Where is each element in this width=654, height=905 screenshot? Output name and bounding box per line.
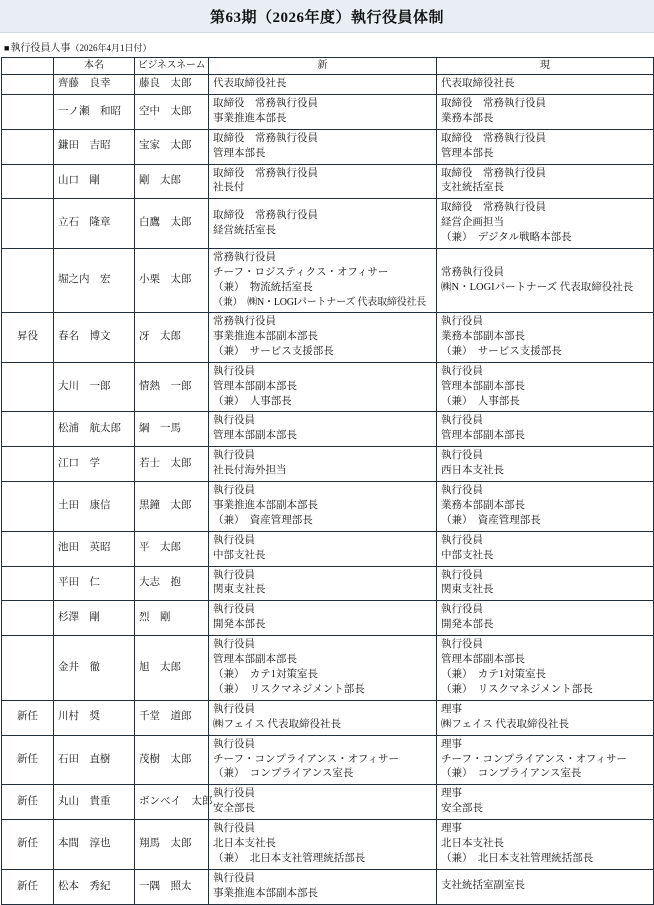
position-line: 管理本部副本部長: [441, 430, 525, 442]
cell-category: 新任: [2, 700, 54, 735]
position-line: 事業推進本部長: [213, 112, 287, 124]
position-line: ㈱N・LOGIパートナーズ 代表取締役社長: [441, 281, 634, 293]
position-line: 経営統括室長: [213, 224, 276, 236]
cell-category: [2, 447, 54, 482]
cell-current-position: [437, 164, 654, 199]
cell-new-position: [209, 735, 437, 785]
position-line: 支社統括室副室長: [441, 880, 525, 892]
cell-real-name: 池田 英昭: [54, 531, 135, 566]
position-line: 管理本部長: [213, 147, 266, 159]
table-row: [2, 601, 654, 636]
header-row: [2, 58, 654, 75]
cell-current-position: [437, 820, 654, 870]
cell-category: 新任: [2, 869, 54, 904]
cell-current-position: [437, 447, 654, 482]
table-row: [2, 312, 654, 362]
cell-category: 昇役: [2, 312, 54, 362]
position-line: 中部支社長: [441, 549, 494, 561]
cell-business-name: 翔馬 太郎: [135, 820, 209, 870]
cell-current-position: [437, 249, 654, 313]
cell-business-name: 茂樹 太郎: [135, 735, 209, 785]
position-line: 取締役 常務執行役員: [213, 97, 318, 109]
cell-business-name: 千堂 道郎: [135, 700, 209, 735]
cell-current-position: [437, 785, 654, 820]
position-line: 開発本部長: [213, 619, 266, 631]
table-row: [2, 362, 654, 412]
position-line: 執行役員: [441, 485, 483, 497]
cell-current-position: [437, 482, 654, 532]
cell-business-name: 藤良 太郎: [135, 75, 209, 95]
page-title: 第63期（2026年度）執行役員体制: [209, 9, 444, 26]
cell-current-position: [437, 129, 654, 164]
position-line: 安全部長: [441, 803, 483, 815]
cell-category: [2, 636, 54, 701]
table-row: [2, 785, 654, 820]
cell-current-position: [437, 412, 654, 447]
cell-new-position: [209, 482, 437, 532]
cell-real-name: 江口 学: [54, 447, 135, 482]
position-line: 執行役員: [213, 872, 255, 884]
table-row: [2, 700, 654, 735]
cell-new-position: [209, 312, 437, 362]
position-line: 執行役員: [441, 604, 483, 616]
position-line: 業務本部副本部長: [441, 330, 525, 342]
cell-new-position: [209, 531, 437, 566]
cell-category: [2, 94, 54, 129]
cell-category: [2, 199, 54, 249]
position-line: 管理本部副本部長: [213, 654, 297, 666]
position-line: （兼） 人事部長: [213, 395, 292, 407]
table-body: [2, 75, 654, 905]
cell-real-name: 松本 秀紀: [54, 869, 135, 904]
cell-real-name: 春名 博文: [54, 312, 135, 362]
position-line: （兼） 北日本支社管理統括部長: [213, 852, 366, 864]
cell-current-position: [437, 312, 654, 362]
position-line: （兼） サービス支援部長: [213, 345, 334, 357]
cell-current-position: [437, 735, 654, 785]
cell-real-name: 一ノ瀬 和昭: [54, 94, 135, 129]
position-line: 取締役 常務執行役員: [213, 132, 318, 144]
position-line: 管理本部副本部長: [441, 654, 525, 666]
table-header: [2, 58, 654, 75]
cell-business-name: 大志 抱: [135, 566, 209, 601]
cell-business-name: 烈 剛: [135, 601, 209, 636]
cell-new-position: [209, 164, 437, 199]
position-line: 業務本部長: [441, 112, 494, 124]
position-line: 取締役 常務執行役員: [441, 97, 546, 109]
position-line: 執行役員: [213, 415, 255, 427]
position-line: 執行役員: [213, 534, 255, 546]
position-line: 管理本部長: [441, 147, 494, 159]
position-line: 北日本支社長: [213, 838, 276, 850]
cell-real-name: 本間 淳也: [54, 820, 135, 870]
table-row: [2, 199, 654, 249]
cell-real-name: 川村 奨: [54, 700, 135, 735]
cell-category: [2, 249, 54, 313]
column-header-real-name: 本名: [54, 58, 135, 75]
position-line: 執行役員: [213, 639, 255, 651]
cell-business-name: 綱 一馬: [135, 412, 209, 447]
cell-business-name: 小栗 太郎: [135, 249, 209, 313]
position-line: 事業推進本部副本部長: [213, 499, 318, 511]
position-line: 中部支社長: [213, 549, 266, 561]
cell-new-position: [209, 75, 437, 95]
position-line: （兼） ㈱N・LOGIパートナーズ 代表取締役社長: [213, 296, 427, 308]
cell-category: [2, 531, 54, 566]
position-line: 取締役 常務執行役員: [213, 167, 318, 179]
position-line: 執行役員: [441, 569, 483, 581]
table-row: [2, 820, 654, 870]
section-label: 執行役員人事: [10, 43, 71, 54]
cell-real-name: 金井 徹: [54, 636, 135, 701]
position-line: 執行役員: [441, 639, 483, 651]
position-line: 関東支社長: [441, 584, 494, 596]
cell-real-name: 平田 仁: [54, 566, 135, 601]
position-line: 安全部長: [213, 803, 255, 815]
position-line: 西日本支社長: [441, 465, 504, 477]
position-line: （兼） 資産管理部長: [213, 514, 313, 526]
cell-new-position: [209, 820, 437, 870]
cell-current-position: [437, 869, 654, 904]
position-line: 常務執行役員: [213, 252, 276, 264]
cell-new-position: [209, 362, 437, 412]
cell-real-name: 丸山 貴重: [54, 785, 135, 820]
position-line: 執行役員: [213, 703, 255, 715]
position-line: 理事: [441, 823, 462, 835]
cell-real-name: 大川 一郎: [54, 362, 135, 412]
cell-new-position: [209, 447, 437, 482]
cell-category: [2, 362, 54, 412]
table-row: [2, 129, 654, 164]
cell-business-name: 黒鐘 太郎: [135, 482, 209, 532]
position-line: 事業推進本部副本部長: [213, 330, 318, 342]
cell-category: 新任: [2, 820, 54, 870]
table-row: [2, 636, 654, 701]
cell-real-name: 石田 直樹: [54, 735, 135, 785]
cell-category: [2, 164, 54, 199]
position-line: 取締役 常務執行役員: [213, 209, 318, 221]
cell-business-name: 旭 太郎: [135, 636, 209, 701]
cell-real-name: 松浦 航太郎: [54, 412, 135, 447]
cell-new-position: [209, 700, 437, 735]
cell-business-name: 冴 太郎: [135, 312, 209, 362]
cell-current-position: [437, 636, 654, 701]
cell-category: [2, 566, 54, 601]
table-row: [2, 735, 654, 785]
cell-real-name: 堀之内 宏: [54, 249, 135, 313]
table-row: [2, 94, 654, 129]
cell-new-position: [209, 785, 437, 820]
position-line: 取締役 常務執行役員: [441, 202, 546, 214]
cell-real-name: 土田 康信: [54, 482, 135, 532]
position-line: 業務本部副本部長: [441, 499, 525, 511]
cell-new-position: [209, 601, 437, 636]
position-line: 取締役 常務執行役員: [441, 167, 546, 179]
position-line: 執行役員: [213, 569, 255, 581]
position-line: 執行役員: [213, 365, 255, 377]
position-line: 代表取締役社長: [213, 78, 287, 89]
square-bullet-icon: ■: [4, 43, 10, 53]
position-line: （兼） 人事部長: [441, 395, 520, 407]
position-line: 執行役員: [441, 450, 483, 462]
table-row: [2, 164, 654, 199]
column-header-new: 新: [209, 58, 437, 75]
position-line: （兼） デジタル戦略本部長: [441, 232, 572, 244]
position-line: チーフ・ロジスティクス・オフィサー: [213, 266, 389, 278]
section-heading: [0, 33, 654, 57]
cell-real-name: 山口 剛: [54, 164, 135, 199]
position-line: （兼） カテ1対策室長: [213, 669, 318, 680]
cell-business-name: 白鷹 太郎: [135, 199, 209, 249]
cell-real-name: 齊藤 良幸: [54, 75, 135, 95]
cell-category: [2, 129, 54, 164]
position-line: 経営企画担当: [441, 217, 504, 229]
position-line: 支社統括室長: [441, 182, 504, 194]
position-line: （兼） 北日本支社管理統括部長: [441, 852, 594, 864]
cell-category: [2, 412, 54, 447]
position-line: 代表取締役社長: [441, 78, 515, 89]
cell-real-name: 鎌田 吉昭: [54, 129, 135, 164]
position-line: 北日本支社長: [441, 838, 504, 850]
position-line: 理事: [441, 703, 462, 715]
cell-category: [2, 601, 54, 636]
position-line: 執行役員: [441, 365, 483, 377]
position-line: 理事: [441, 788, 462, 800]
cell-new-position: [209, 869, 437, 904]
section-date: （2026年4月1日付）: [70, 43, 152, 53]
position-line: 執行役員: [213, 738, 255, 750]
position-line: ㈱フェイス 代表取締役社長: [213, 718, 341, 730]
executive-roster-table: [1, 57, 654, 905]
table-row: [2, 531, 654, 566]
cell-business-name: 剛 太郎: [135, 164, 209, 199]
cell-new-position: [209, 636, 437, 701]
position-line: チーフ・コンプライアンス・オフィサー: [441, 753, 627, 765]
position-line: 執行役員: [213, 604, 255, 616]
cell-category: 新任: [2, 735, 54, 785]
column-header-business-name: ビジネスネーム: [135, 58, 209, 75]
cell-current-position: [437, 601, 654, 636]
position-line: 社長付: [213, 182, 245, 194]
cell-business-name: 情熱 一郎: [135, 362, 209, 412]
cell-current-position: [437, 199, 654, 249]
cell-new-position: [209, 566, 437, 601]
cell-current-position: [437, 566, 654, 601]
position-line: （兼） コンプライアンス室長: [213, 768, 354, 780]
cell-current-position: [437, 700, 654, 735]
cell-business-name: ボンベイ 太郎: [135, 785, 209, 820]
cell-business-name: 若士 太郎: [135, 447, 209, 482]
cell-current-position: [437, 531, 654, 566]
table-row: [2, 566, 654, 601]
position-line: 関東支社長: [213, 584, 266, 596]
position-line: 管理本部副本部長: [213, 380, 297, 392]
table-row: [2, 482, 654, 532]
table-row: [2, 869, 654, 904]
position-line: 常務執行役員: [213, 315, 276, 327]
cell-category: [2, 482, 54, 532]
position-line: 社長付海外担当: [213, 465, 287, 477]
table-row: [2, 447, 654, 482]
position-line: （兼） コンプライアンス室長: [441, 768, 582, 780]
position-line: 取締役 常務執行役員: [441, 132, 546, 144]
cell-new-position: [209, 412, 437, 447]
position-line: （兼） サービス支援部長: [441, 345, 562, 357]
position-line: （兼） リスクマネジメント部長: [213, 683, 365, 695]
cell-category: [2, 75, 54, 95]
position-line: （兼） 物流統括室長: [213, 281, 313, 293]
column-header-current: 現: [437, 58, 654, 75]
cell-business-name: 一隅 照太: [135, 869, 209, 904]
column-header-category: [2, 58, 54, 75]
position-line: （兼） 資産管理部長: [441, 514, 541, 526]
table-row: [2, 249, 654, 313]
position-line: 管理本部副本部長: [213, 430, 297, 442]
cell-current-position: [437, 94, 654, 129]
cell-business-name: 宝家 太郎: [135, 129, 209, 164]
position-line: 執行役員: [441, 315, 483, 327]
position-line: ㈱フェイス 代表取締役社長: [441, 718, 569, 730]
cell-real-name: 立石 隆章: [54, 199, 135, 249]
cell-business-name: 平 太郎: [135, 531, 209, 566]
position-line: （兼） カテ1対策室長: [441, 669, 546, 680]
cell-business-name: 空中 太郎: [135, 94, 209, 129]
position-line: 執行役員: [213, 450, 255, 462]
cell-new-position: [209, 129, 437, 164]
cell-new-position: [209, 94, 437, 129]
cell-current-position: [437, 362, 654, 412]
position-line: 執行役員: [441, 534, 483, 546]
position-line: 常務執行役員: [441, 266, 504, 278]
table-row: [2, 75, 654, 95]
cell-new-position: [209, 199, 437, 249]
table-row: [2, 412, 654, 447]
position-line: 執行役員: [213, 485, 255, 497]
position-line: 理事: [441, 738, 462, 750]
position-line: 管理本部副本部長: [441, 380, 525, 392]
cell-current-position: [437, 75, 654, 95]
position-line: 執行役員: [213, 788, 255, 800]
position-line: 執行役員: [213, 823, 255, 835]
position-line: チーフ・コンプライアンス・オフィサー: [213, 753, 399, 765]
cell-real-name: 杉澤 剛: [54, 601, 135, 636]
position-line: 執行役員: [441, 415, 483, 427]
title-banner: [0, 0, 654, 33]
cell-category: 新任: [2, 785, 54, 820]
position-line: 開発本部長: [441, 619, 494, 631]
position-line: 事業推進本部副本部長: [213, 887, 318, 899]
position-line: （兼） リスクマネジメント部長: [441, 683, 593, 695]
cell-new-position: [209, 249, 437, 313]
